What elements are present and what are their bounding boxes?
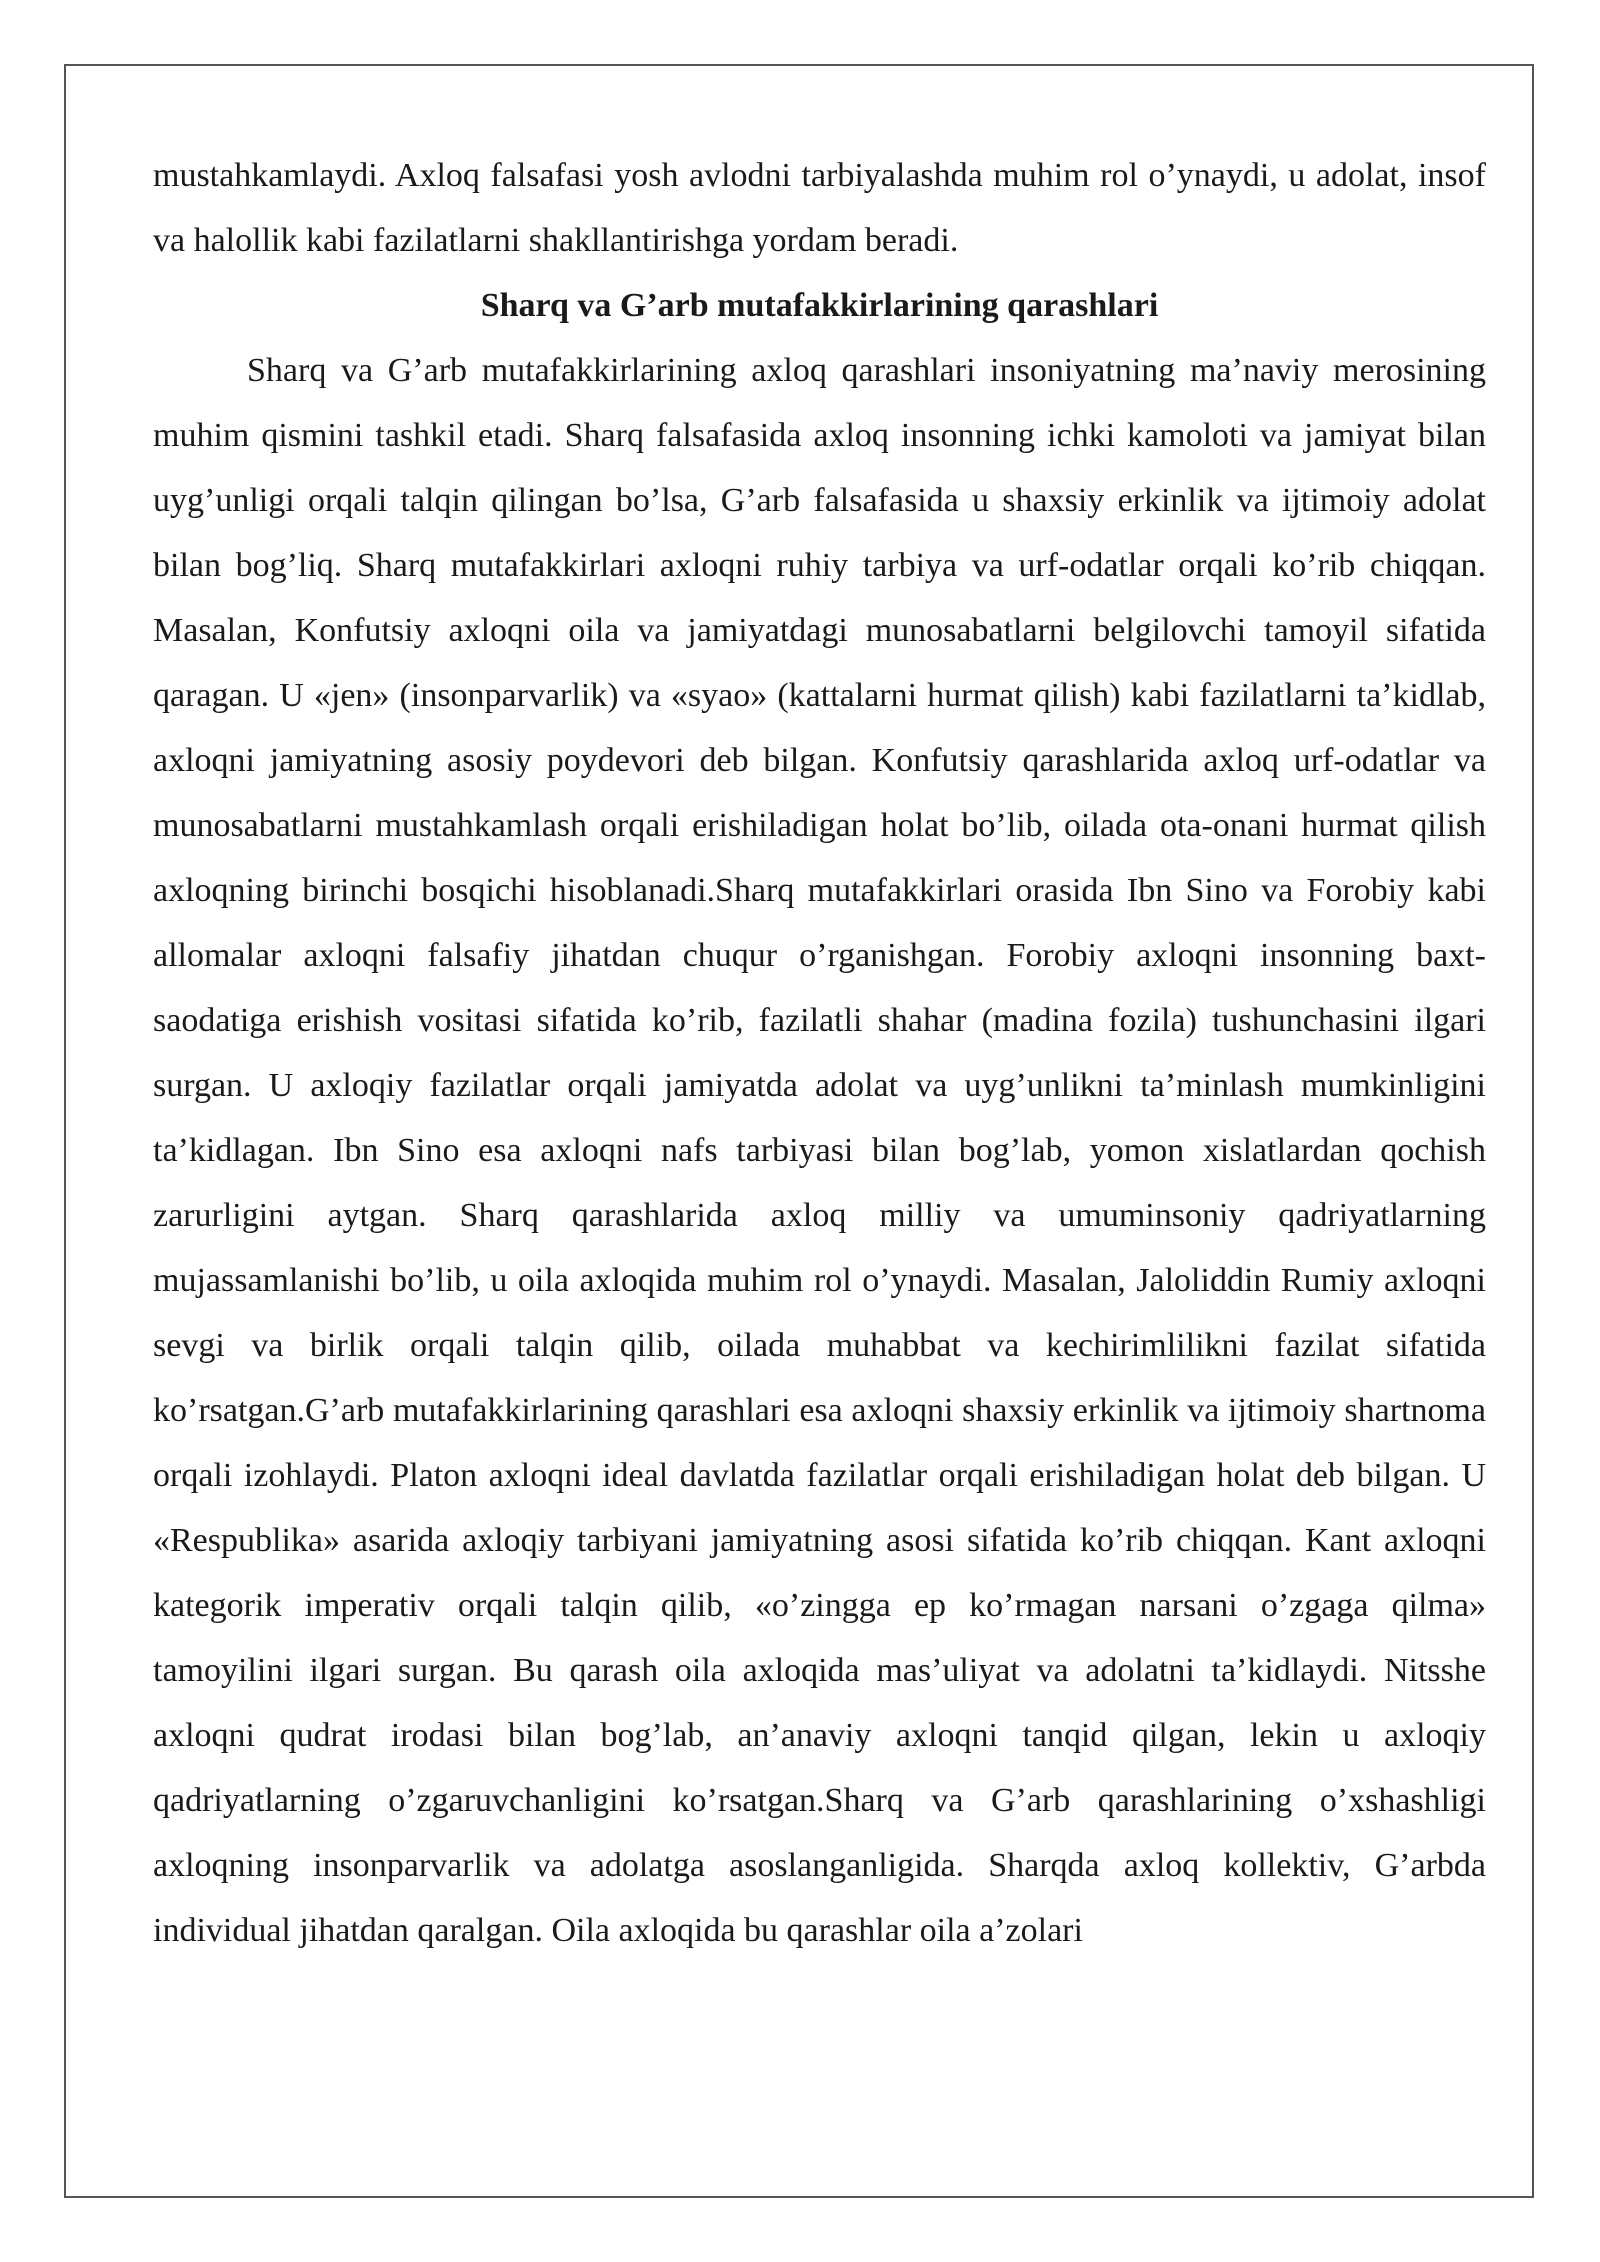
continuation-paragraph: mustahkamlaydi. Axloq falsafasi yosh avlodni tarbiyalashda muhim rol o’ynaydi, u adolat, insof va halollik kabi fazilatlarni shakllantirishga yordam beradi. [153,157,1486,259]
page-content [153,143,1486,1963]
section-heading: Sharq va G’arb mutafakkirlarining qarashlari [480,287,1159,324]
body-paragraph: Sharq va G’arb mutafakkirlarining axloq qarashlari insoniyatning ma’naviy merosining muhim qismini tashkil etadi. Sharq falsafasida axloq insonning ichki kamoloti va jamiyat bilan uyg’unligi orqali talqin qilingan bo’lsa, G’arb falsafasida u shaxsiy erkinlik va ijtimoiy adolat bilan bog’liq. Sharq mutafakkirlari axloqni ruhiy tarbiya va urf-odatlar orqali ko’rib chiqqan. Masalan, Konfutsiy axloqni oila va jamiyatdagi munosabatlarni belgilovchi tamoyil sifatida qaragan. U «jen» (insonparvarlik) va «syao» (kattalarni hurmat qilish) kabi fazilatlarni ta’kidlab, axloqni jamiyatning asosiy poydevori deb bilgan. Konfutsiy qarashlarida axloq urf-odatlar va munosabatlarni mustahkamlash orqali erishiladigan holat bo’lib, oilada ota-onani hurmat qilish axloqning birinchi bosqichi hisoblanadi.Sharq mutafakkirlari orasida Ibn Sino va Forobiy kabi allomalar axloqni falsafiy jihatdan chuqur o’rganishgan. Forobiy axloqni insonning baxt-saodatiga erishish vositasi sifatida ko’rib, fazilatli shahar (madina fozila) tushunchasini ilgari surgan. U axloqiy fazilatlar orqali jamiyatda adolat va uyg’unlikni ta’minlash mumkinligini ta’kidlagan. Ibn Sino esa axloqni nafs tarbiyasi bilan bog’lab, yomon xislatlardan qochish zarurligini aytgan. Sharq qarashlarida axloq milliy va umuminsoniy qadriyatlarning mujassamlanishi bo’lib, u oila axloqida muhim rol o’ynaydi. Masalan, Jaloliddin Rumiy axloqni sevgi va birlik orqali talqin qilib, oilada muhabbat va kechirimlilikni fazilat sifatida ko’rsatgan.G’arb mutafakkirlarining qarashlari esa axloqni shaxsiy erkinlik va ijtimoiy shartnoma orqali izohlaydi. Platon axloqni ideal davlatda fazilatlar orqali erishiladigan holat deb bilgan. U «Respublika» asarida axloqiy tarbiyani jamiyatning asosi sifatida ko’rib chiqqan. Kant axloqni kategorik imperativ orqali talqin qilib, «o’zingga ep ko’rmagan narsani o’zgaga qilma» tamoyilini ilgari surgan. Bu qarash oila axloqida mas’uliyat va adolatni ta’kidlaydi. Nitsshe axloqni qudrat irodasi bilan bog’lab, an’anaviy axloqni tanqid qilgan, lekin u axloqiy qadriyatlarning o’zgaruvchanligini ko’rsatgan.Sharq va G’arb qarashlarining o’xshashligi axloqning insonparvarlik va adolatga asoslanganligida. Sharqda axloq kollektiv, G’arbda individual jihatdan qaralgan. Oila axloqida bu qarashlar oila a’zolari [153,352,1486,1949]
